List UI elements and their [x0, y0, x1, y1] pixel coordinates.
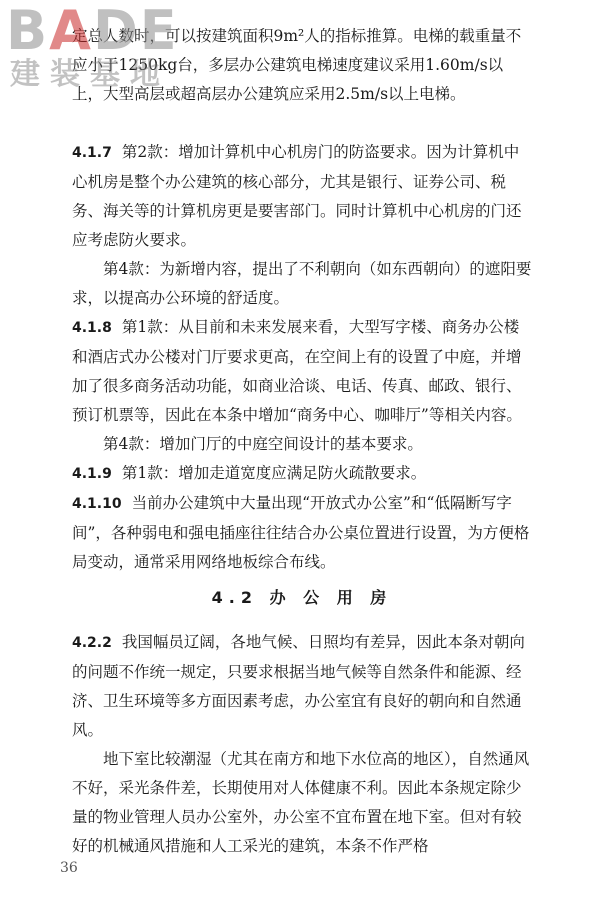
paragraph-4-2-2	[72, 628, 532, 745]
watermark-brand-text: BADE	[6, 0, 179, 62]
paragraph-text: 第4款：增加门厅的中庭空间设计的基本要求。	[103, 435, 423, 453]
paragraph	[72, 22, 532, 109]
paragraph-4-1-7	[72, 138, 532, 255]
paragraph-group-bottom	[72, 628, 532, 861]
paragraph-text: 当前办公建筑中大量出现“开放式办公室”和“低隔断写字间”，各种弱电和强电插座往往结合办公桌位置进行设置，为方便格局变动，通常采用网络地板综合布线。	[72, 494, 530, 571]
watermark-subtitle: 建装基地	[10, 57, 170, 92]
paragraph-group-mid	[72, 138, 532, 577]
paragraph-text: 第1款：增加走道宽度应满足防火疏散要求。	[121, 464, 427, 482]
paragraph-sub	[72, 430, 532, 459]
paragraph-4-1-8	[72, 313, 532, 430]
paragraph-text: 第4款：为新增内容，提出了不利朝向（如东西朝向）的遮阳要求，以提高办公环境的舒适度。	[72, 260, 532, 307]
clause-number: 4.1.7	[72, 145, 112, 161]
clause-number: 4.2.2	[72, 635, 112, 651]
paragraph-text: 地下室比较潮湿（尤其在南方和地下水位高的地区），自然通风不好，采光条件差，长期使用对人体健康不利。因此本条规定除少量的物业管理人员办公室外，办公室不宜布置在地下室。但对有较好的机械通风措施和人工采光的建筑，本条不作严格	[72, 750, 530, 855]
paragraph-text: 第1款：从目前和未来发展来看，大型写字楼、商务办公楼和酒店式办公楼对门厅要求更高，在空间上有的设置了中庭，并增加了很多商务活动功能，如商业洽谈、电话、传真、邮政、银行、预订机票等，因此在本条中增加“商务中心、咖啡厅”等相关内容。	[72, 318, 522, 424]
paragraph-text: 第2款：增加计算机中心机房门的防盗要求。因为计算机中心机房是整个办公建筑的核心部分，尤其是银行、证券公司、税务、海关等的计算机房更是要害部门。同时计算机中心机房的门还应考虑防火要求。	[72, 143, 522, 249]
paragraph-text: 定总人数时，可以按建筑面积9m²人的指标推算。电梯的载重量不应小于1250kg台，多层办公建筑电梯速度建议采用1.60m/s以上，大型高层或超高层办公建筑应采用2.5m/s以上电梯。	[72, 27, 522, 103]
clause-number: 4.1.9	[72, 466, 112, 482]
clause-number: 4.1.10	[72, 496, 122, 512]
paragraph-sub	[72, 255, 532, 313]
paragraph-text: 我国幅员辽阔，各地气候、日照均有差异，因此本条对朝向的问题不作统一规定，只要求根据当地气候等自然条件和能源、经济、卫生环境等多方面因素考虑，办公室宜有良好的朝向和自然通风。	[72, 633, 525, 739]
paragraph-4-1-10	[72, 489, 532, 577]
paragraph-sub	[72, 745, 532, 861]
clause-number: 4.1.8	[72, 320, 112, 336]
paragraph-group-top	[72, 22, 532, 109]
page-number: 36	[60, 860, 78, 876]
paragraph-4-1-9	[72, 459, 532, 489]
section-heading: 4.2 办 公 用 房	[211, 588, 393, 607]
